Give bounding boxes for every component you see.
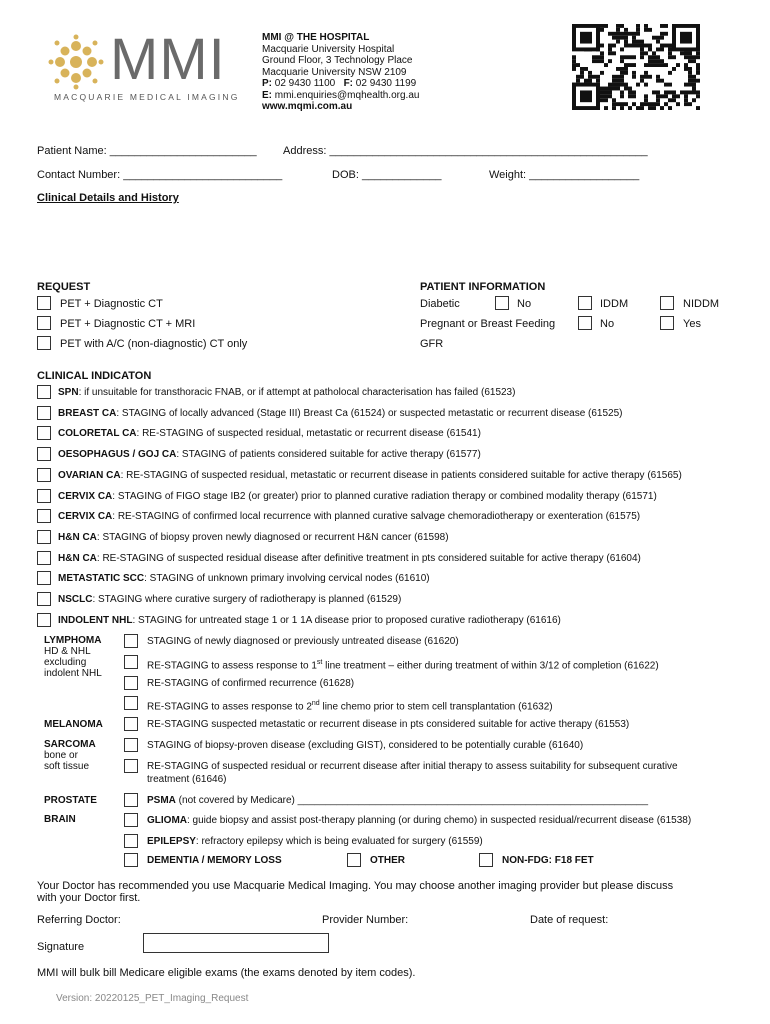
dob-label: DOB: _____________ (332, 169, 442, 181)
non-fdg-option: NON-FDG: F18 FET (502, 855, 594, 866)
qr-code-icon (572, 24, 700, 110)
brain-heading: BRAIN (44, 814, 76, 825)
prostate-option: PSMA (not covered by Medicare) _______________________________________________________________ (147, 795, 649, 806)
weight-label: Weight: __________________ (489, 169, 640, 181)
signature-label: Signature (37, 941, 85, 953)
contact-number-label: Contact Number: __________________________ (37, 169, 283, 181)
logo-mark-icon (48, 34, 104, 90)
lymphoma-heading: LYMPHOMA (44, 635, 102, 646)
clinical-indication-heading: CLINICAL INDICATON (37, 370, 152, 382)
sarcoma-option-2a: RE-STAGING of suspected residual or recurrent disease after initial therapy to assess suitability for subsequent curative (147, 761, 678, 772)
indication-checkbox[interactable] (37, 447, 51, 461)
lymphoma-option-1: STAGING of newly diagnosed or previously untreated disease (61620) (147, 636, 459, 647)
date-of-request-label[interactable]: Date of request: (530, 914, 609, 926)
pregnant-label: Pregnant or Breast Feeding (420, 318, 556, 330)
request-checkbox-pet-ct[interactable] (37, 296, 51, 310)
other-option: OTHER (370, 855, 405, 866)
version-text: Version: 20220125_PET_Imaging_Request (56, 993, 249, 1004)
epilepsy-option: EPILEPSY: refractory epilepsy which is being evaluated for surgery (61559) (147, 836, 483, 847)
non-fdg-checkbox[interactable] (479, 853, 493, 867)
indication-item: BREAST CA: STAGING of locally advanced (Stage III) Breast Ca (61524) or suspected metastatic or recurrent disease (61525) (58, 408, 623, 419)
hospital-phone-fax: P: 02 9430 1100 F: 02 9430 1199 (262, 78, 417, 89)
request-option-pet-ct-mri: PET + Diagnostic CT + MRI (60, 318, 196, 330)
melanoma-heading: MELANOMA (44, 719, 103, 730)
indication-item: COLORETAL CA: RE-STAGING of suspected residual, metastatic or recurrent disease (61541) (58, 428, 481, 439)
hospital-website[interactable]: www.mqmi.com.au (262, 101, 353, 112)
sarcoma-option-2b: treatment (61646) (147, 774, 227, 785)
provider-number-label[interactable]: Provider Number: (322, 914, 409, 926)
diabetic-no-checkbox[interactable] (495, 296, 509, 310)
hospital-email[interactable]: E: mmi.enquiries@mqhealth.org.au (262, 89, 420, 101)
niddm-label: NIDDM (683, 298, 720, 310)
request-option-pet-ac: PET with A/C (non-diagnostic) CT only (60, 338, 248, 350)
glioma-checkbox[interactable] (124, 813, 138, 827)
indication-item: OESOPHAGUS / GOJ CA: STAGING of patients considered suitable for active therapy (61577) (58, 449, 481, 460)
request-checkbox-pet-ct-mri[interactable] (37, 316, 51, 330)
prostate-checkbox[interactable] (124, 793, 138, 807)
indication-item: NSCLC: STAGING where curative surgery of radiotherapy is planned (61529) (58, 594, 402, 605)
pregnant-yes-label: Yes (683, 318, 701, 330)
niddm-checkbox[interactable] (660, 296, 674, 310)
prostate-heading: PROSTATE (44, 795, 97, 806)
address-field[interactable]: ____________________________________________________ (329, 145, 648, 157)
indication-item: CERVIX CA: RE-STAGING of confirmed local recurrence with planned curative salvage chemoradiotherapy or exenteration (61575) (58, 511, 641, 522)
epilepsy-checkbox[interactable] (124, 834, 138, 848)
glioma-option: GLIOMA: guide biopsy and assist post-therapy planning (or during chemo) in suspected residual/recurrent disease (61538) (147, 815, 692, 826)
indication-item: H&N CA: RE-STAGING of suspected residual disease after definitive treatment in pts considered suitable for active therapy (61604) (58, 553, 641, 564)
hospital-building: Macquarie University Hospital (262, 43, 395, 55)
indication-checkbox[interactable] (37, 571, 51, 585)
hospital-street: Ground Floor, 3 Technology Place (262, 55, 413, 66)
lymphoma-checkbox-4[interactable] (124, 696, 138, 710)
patient-info-heading: PATIENT INFORMATION (420, 281, 546, 293)
clinical-details-heading: Clinical Details and History (37, 192, 179, 204)
pregnant-yes-checkbox[interactable] (660, 316, 674, 330)
lymphoma-sub-3: indolent NHL (44, 668, 102, 679)
lymphoma-checkbox-1[interactable] (124, 634, 138, 648)
hospital-address (262, 32, 419, 113)
pregnant-no-checkbox[interactable] (578, 316, 592, 330)
indication-checkbox[interactable] (37, 613, 51, 627)
sarcoma-checkbox-1[interactable] (124, 738, 138, 752)
address-label: Address: ____________________________________________________ (283, 145, 648, 157)
lymphoma-sub-2: excluding (44, 657, 87, 668)
request-heading: REQUEST (37, 281, 91, 293)
lymphoma-option-4: RE-STAGING to asses response to 2nd line chemo prior to stem cell transplantation (61632) (147, 700, 553, 713)
sarcoma-sub-1: bone or (44, 750, 78, 761)
dementia-option: DEMENTIA / MEMORY LOSS (147, 855, 282, 866)
recommend-text-1: Your Doctor has recommended you use Macquarie Medical Imaging. You may choose another imaging provider but please discuss (37, 880, 674, 892)
lymphoma-option-3: RE-STAGING of confirmed recurrence (61628) (147, 678, 355, 689)
dob-field[interactable]: _____________ (361, 169, 442, 181)
hospital-name: MMI @ THE HOSPITAL (262, 32, 370, 43)
sarcoma-option-1: STAGING of biopsy-proven disease (excluding GIST), considered to be potentially curable (61640) (147, 740, 584, 751)
indication-item: METASTATIC SCC: STAGING of unknown primary involving cervical nodes (61610) (58, 573, 430, 584)
indication-checkbox[interactable] (37, 489, 51, 503)
patient-name-label: Patient Name: ________________________ (37, 145, 257, 157)
lymphoma-option-2: RE-STAGING to assess response to 1st line treatment – either during treatment of within 3/12 of completion (61622) (147, 659, 659, 672)
hospital-suburb: Macquarie University NSW 2109 (262, 66, 407, 78)
dementia-checkbox[interactable] (124, 853, 138, 867)
melanoma-option: RE-STAGING suspected metastatic or recurrent disease in pts considered suitable for active therapy (61553) (147, 719, 630, 730)
request-option-pet-ct: PET + Diagnostic CT (60, 298, 163, 310)
indication-checkbox[interactable] (37, 530, 51, 544)
indication-checkbox[interactable] (37, 426, 51, 440)
lymphoma-checkbox-2[interactable] (124, 655, 138, 669)
patient-name-field[interactable]: ________________________ (109, 145, 257, 157)
sarcoma-sub-2: soft tissue (44, 761, 90, 772)
weight-field[interactable]: __________________ (529, 169, 640, 181)
indication-checkbox[interactable] (37, 468, 51, 482)
indication-checkbox[interactable] (37, 406, 51, 420)
iddm-label: IDDM (600, 298, 629, 310)
lymphoma-checkbox-3[interactable] (124, 676, 138, 690)
other-checkbox[interactable] (347, 853, 361, 867)
logo-text: MMI (110, 27, 226, 92)
contact-number-field[interactable]: __________________________ (123, 169, 283, 181)
pregnant-no-label: No (600, 318, 615, 330)
lymphoma-sub-1: HD & NHL (44, 646, 91, 657)
logo (40, 28, 240, 108)
referring-doctor-label[interactable]: Referring Doctor: (37, 914, 121, 926)
gfr-label: GFR (420, 338, 444, 350)
bulk-bill-text: MMI will bulk bill Medicare eligible exams (the exams denoted by item codes). (37, 967, 416, 979)
indication-checkbox[interactable] (37, 385, 51, 399)
indication-item: H&N CA: STAGING of biopsy proven newly diagnosed or recurrent H&N cancer (61598) (58, 532, 449, 543)
indication-item: CERVIX CA: STAGING of FIGO stage IB2 (or greater) prior to planned curative radiation therapy or combined modality therapy (61571) (58, 491, 657, 502)
indication-checkbox[interactable] (37, 551, 51, 565)
indication-item: INDOLENT NHL: STAGING for untreated stage 1 or 1 1A disease prior to proposed curative radiotherapy (61616) (58, 615, 561, 626)
signature-box[interactable] (143, 933, 329, 953)
request-checkbox-pet-ac[interactable] (37, 336, 51, 350)
iddm-checkbox[interactable] (578, 296, 592, 310)
recommend-text-2: with your Doctor first. (37, 892, 141, 904)
melanoma-checkbox[interactable] (124, 717, 138, 731)
logo-subtitle: MACQUARIE MEDICAL IMAGING (54, 92, 240, 102)
indication-checkbox[interactable] (37, 509, 51, 523)
diabetic-no-label: No (517, 298, 532, 310)
indication-checkbox[interactable] (37, 592, 51, 606)
diabetic-label: Diabetic (420, 298, 460, 310)
sarcoma-heading: SARCOMA (44, 739, 96, 750)
sarcoma-checkbox-2[interactable] (124, 759, 138, 773)
indication-item: OVARIAN CA: RE-STAGING of suspected residual, metastatic or recurrent disease in patients considered suitable for active therapy (61565) (58, 470, 682, 481)
indication-item: SPN: if unsuitable for transthoracic FNAB, or if attempt at patholocal characterisation has failed (61523) (58, 387, 516, 398)
